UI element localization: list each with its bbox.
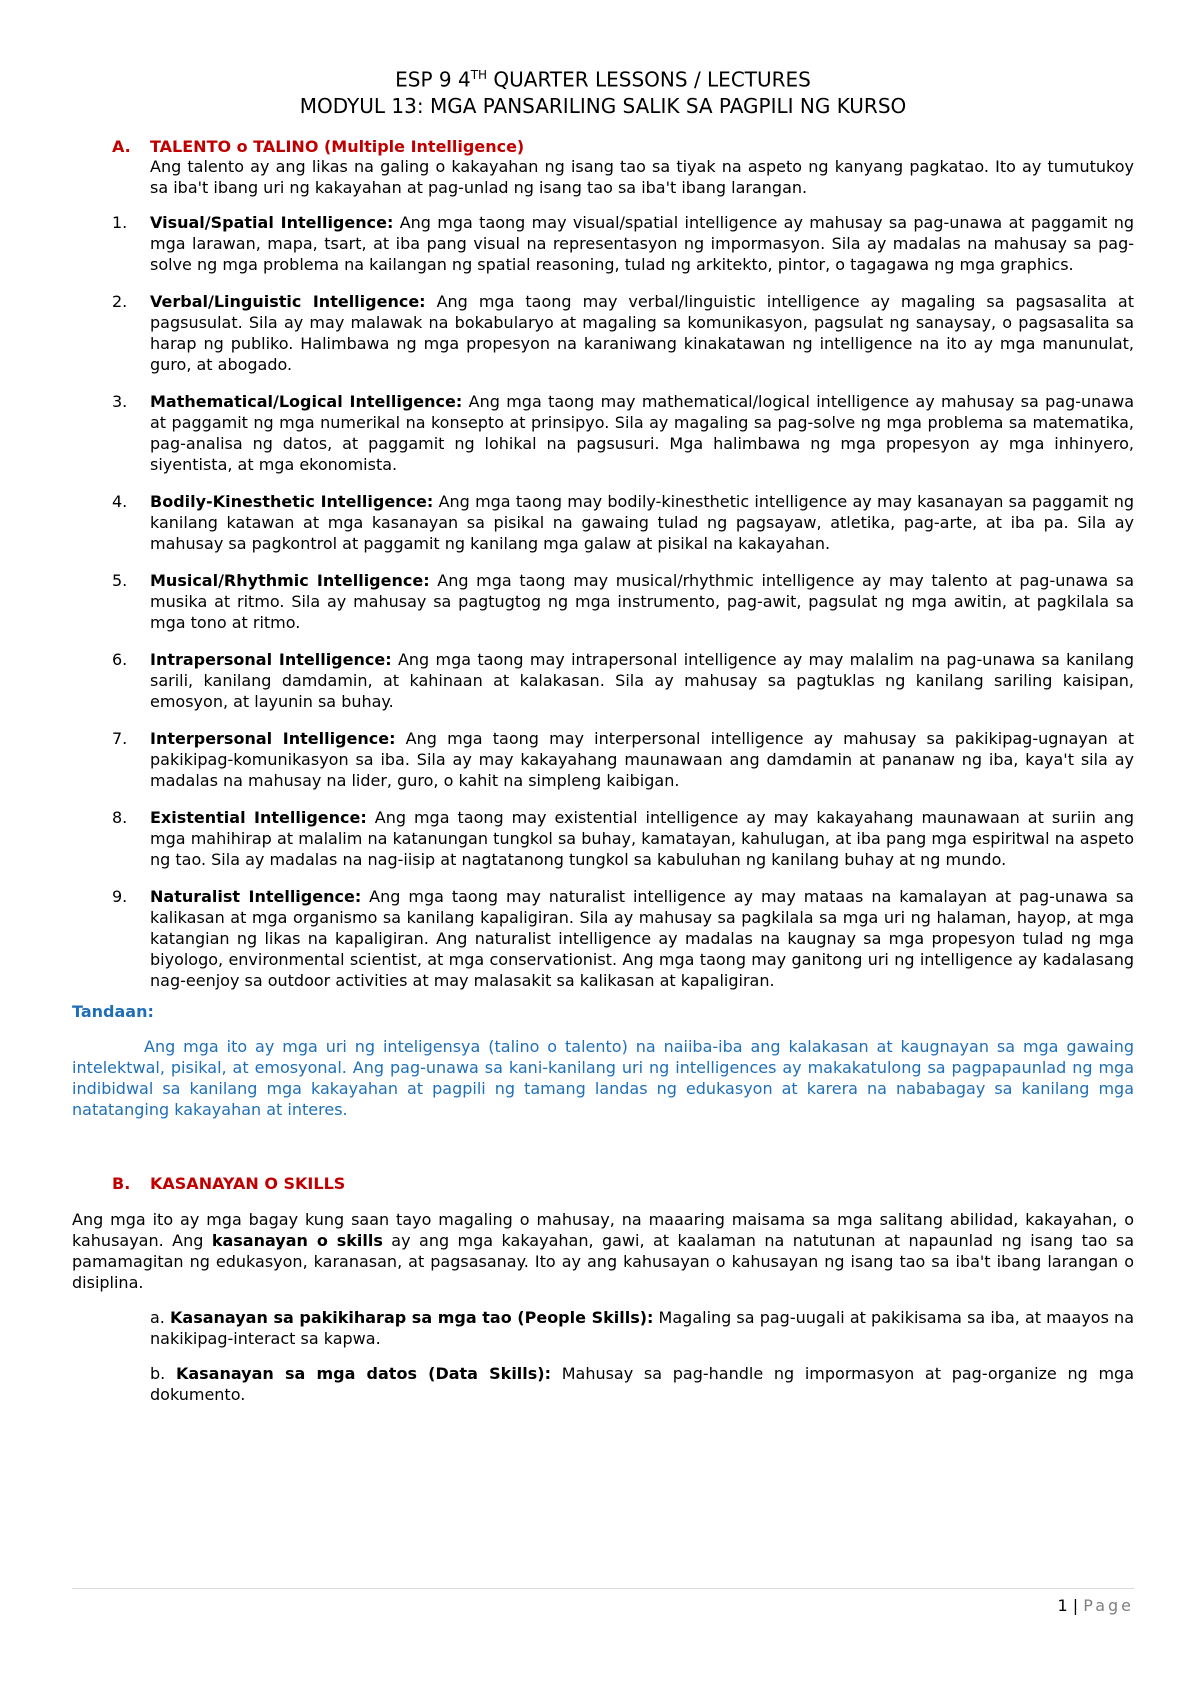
list-item: 7. Interpersonal Intelligence: Ang mga taong may interpersonal intelligence ay mahusay sa pakikipag-ugnayan at pakikipag-komunikasyon sa iba. Sila ay may kakayahang maunawaan ang damdamin at pananaw ng iba, kaya't sila ay madalas na mahusay na lider, guro, o kahit na simpleng kaibigan. <box>112 728 1135 790</box>
section-a-intro: Ang talento ay ang likas na galing o kakayahan ng isang tao sa tiyak na aspeto ng kanyang pagkatao. Ito ay tumutukoy sa iba't ibang uri ng kakayahan at pag-unlad ng isang tao sa iba't ibang larangan. <box>150 156 1134 197</box>
list-item: 9. Naturalist Intelligence: Ang mga taong may naturalist intelligence ay may mataas na kamalayan at pag-unawa sa kalikasan at mga organismo sa kanilang kapaligiran. Sila ay mahusay sa pagkilala sa mga uri ng halaman, hayop, at mga katangian ng likas na kapaligiran. Ang naturalist intelligence ay madalas na kaugnay sa mga propesyon tulad ng mga biyologo, environmental scientist, at mga conservationist. Ang mga taong may ganitong uri ng intelligence ay kadalasang nag-eenjoy sa outdoor activities at may malasakit sa kalikasan at kapaligiran. <box>112 886 1134 990</box>
document-page <box>72 62 1134 1405</box>
footer-divider <box>72 1588 1134 1589</box>
section-b-heading: B. KASANAYAN O SKILLS <box>112 1173 346 1193</box>
tandaan-label: Tandaan: <box>72 1001 154 1021</box>
skills-item: a. Kasanayan sa pakikiharap sa mga tao (People Skills): Magaling sa pag-uugali at pakikisama sa iba, at maayos na nakikipag-interact sa kapwa. <box>150 1307 1135 1348</box>
document-subtitle: MODYUL 13: MGA PANSARILING SALIK SA PAGPILI NG KURSO <box>299 93 907 118</box>
page-footer <box>1058 1596 1135 1615</box>
section-a-heading: A. TALENTO o TALINO (Multiple Intelligence) <box>112 136 525 156</box>
list-item: 1. Visual/Spatial Intelligence: Ang mga taong may visual/spatial intelligence ay mahusay sa pag-unawa at paggamit ng mga larawan, mapa, tsart, at iba pang visual na representasyon ng impormasyon. Sila ay madalas na mahusay sa pag-solve ng mga problema na kailangan ng spatial reasoning, tulad ng arkitekto, pintor, o tagagawa ng mga graphics. <box>112 212 1135 274</box>
tandaan-text: Ang mga ito ay mga uri ng inteligensya (talino o talento) na naiiba-iba ang kalakasan at kaugnayan sa mga gawaing intelektwal, pisikal, at emosyonal. Ang pag-unawa sa kani-kanilang uri ng intelligences ay makakatulong sa pagpapaunlad ng mga indibidwal sa kanilang mga kakayahan at pagpili ng tamang landas ng edukasyon at karera na nababagay sa kanilang mga natatanging kakayahan at interes. <box>72 1036 1134 1119</box>
page-label: Page <box>1083 1596 1134 1615</box>
document-title: ESP 9 4TH QUARTER LESSONS / LECTURES <box>395 67 811 92</box>
footer-separator: | <box>1072 1596 1079 1615</box>
page-number: 1 <box>1057 1596 1068 1615</box>
list-item: 2. Verbal/Linguistic Intelligence: Ang mga taong may verbal/linguistic intelligence ay magaling sa pagsasalita at pagsusulat. Sila ay may malawak na bokabularyo at magaling sa komunikasyon, pagsulat ng sanaysay, o pagsasalita sa harap ng publiko. Halimbawa ng mga propesyon na karaniwang kinakatawan ng intelligence na ito ay mga manunulat, guro, at abogado. <box>112 291 1134 374</box>
list-item: 6. Intrapersonal Intelligence: Ang mga taong may intrapersonal intelligence ay may malalim na pag-unawa sa kanilang sarili, kanilang damdamin, at kahinaan at kalakasan. Sila ay mahusay sa pagtuklas ng kanilang sariling kaisipan, emosyon, at layunin sa buhay. <box>112 649 1134 711</box>
section-b-intro: Ang mga ito ay mga bagay kung saan tayo magaling o mahusay, na maaaring maisama sa mga salitang abilidad, kakayahan, o kahusayan. Ang kasanayan o skills ay ang mga kakayahan, gawi, at kaalaman na natutunan at napaunlad ng isang tao sa pamamagitan ng edukasyon, karanasan, at pagsasanay. Ito ay ang kahusayan o kahusayan ng isang tao sa iba't ibang larangan o disiplina. <box>72 1209 1135 1292</box>
skills-item: b. Kasanayan sa mga datos (Data Skills): Mahusay sa pag-handle ng impormasyon at pag-organize ng mga dokumento. <box>150 1363 1134 1404</box>
intelligence-list <box>72 212 1134 991</box>
list-item: 3. Mathematical/Logical Intelligence: Ang mga taong may mathematical/logical intelligence ay mahusay sa pag-unawa at paggamit ng mga numerikal na konsepto at prinsipyo. Sila ay magaling sa pag-solve ng mga problema sa matematika, pag-analisa ng datos, at paggamit ng lohikal na pagsusuri. Mga halimbawa ng mga propesyon ay mga inhinyero, siyentista, at mga ekonomista. <box>112 391 1134 474</box>
list-item: 4. Bodily-Kinesthetic Intelligence: Ang mga taong may bodily-kinesthetic intelligence ay may kasanayan sa paggamit ng kanilang katawan at mga kasanayan sa pisikal na gawaing tulad ng pagsayaw, atletika, pag-arte, at iba pa. Sila ay mahusay sa pagkontrol at paggamit ng kanilang mga galaw at pisikal na kakayahan. <box>112 491 1134 553</box>
list-item: 5. Musical/Rhythmic Intelligence: Ang mga taong may musical/rhythmic intelligence ay may talento at pag-unawa sa musika at ritmo. Sila ay mahusay sa pagtugtog ng mga instrumento, pag-awit, pagsulat ng mga awitin, at pagkilala sa mga tono at ritmo. <box>112 570 1135 632</box>
list-item: 8. Existential Intelligence: Ang mga taong may existential intelligence ay may kakayahang maunawaan at suriin ang mga mahihirap at malalim na katanungan tungkol sa buhay, kamatayan, kahulugan, at iba pang mga espiritwal na aspeto ng tao. Sila ay madalas na nag-iisip at nagtatanong tungkol sa kabuluhan ng kanilang buhay at ng mundo. <box>112 807 1135 869</box>
